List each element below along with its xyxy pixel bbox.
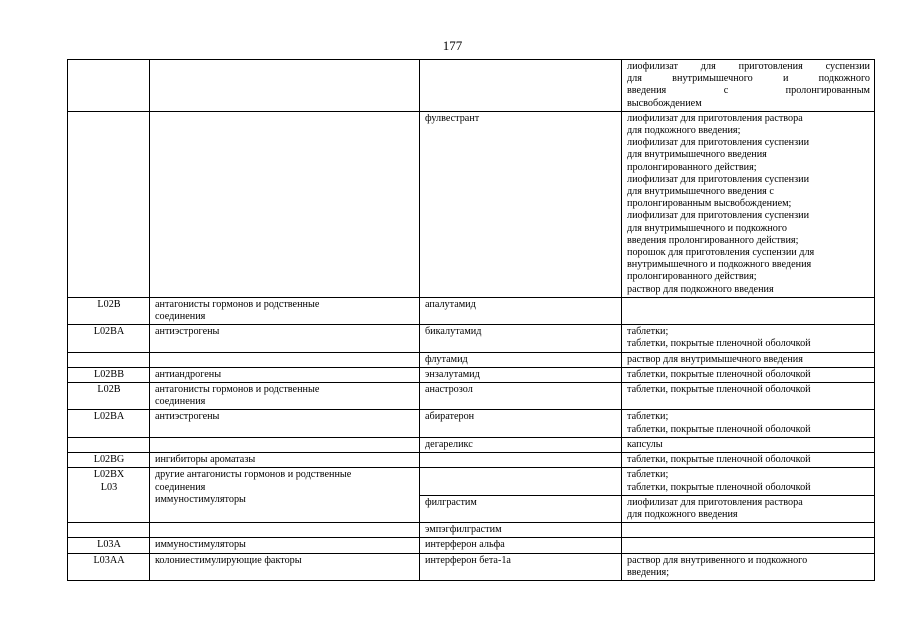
table-row bbox=[68, 383, 875, 410]
drug-cell: филграстим bbox=[420, 495, 622, 522]
atc-code-cell: L02BB bbox=[68, 367, 150, 382]
drug-cell: фулвестрант bbox=[420, 111, 622, 297]
group-line: соединения bbox=[155, 396, 206, 408]
drug-cell: эмпэгфилграстим bbox=[420, 523, 622, 538]
group-line: антиэстрогены bbox=[155, 411, 220, 423]
atc-code-cell: L02BX L03 bbox=[68, 468, 150, 523]
group-cell bbox=[150, 352, 420, 367]
group-line: антиандрогены bbox=[155, 368, 222, 380]
dosage-form-line: пролонгированного действия; bbox=[627, 271, 757, 283]
group-cell bbox=[150, 367, 420, 382]
atc-code-cell bbox=[68, 352, 150, 367]
atc-code-cell bbox=[68, 437, 150, 452]
dosage-form-line: пролонгированным высвобождением; bbox=[627, 198, 792, 210]
dosage-form-line: таблетки, покрытые пленочной оболочкой bbox=[627, 454, 811, 466]
drug-cell bbox=[420, 453, 622, 468]
group-cell bbox=[150, 523, 420, 538]
group-line: иммуностимуляторы bbox=[155, 539, 246, 551]
dosage-form-line: таблетки, покрытые пленочной оболочкой bbox=[627, 423, 811, 435]
dosage-form-line: раствор для внутривенного и подкожного bbox=[627, 554, 808, 566]
dosage-form-line: введения с пролонгированным bbox=[627, 85, 870, 97]
group-line: антиэстрогены bbox=[155, 326, 220, 338]
drug-cell bbox=[420, 468, 622, 495]
group-cell bbox=[150, 60, 420, 112]
dosage-forms-cell bbox=[622, 553, 875, 580]
table-row bbox=[68, 468, 875, 495]
group-line: антагонисты гормонов и родственные bbox=[155, 298, 320, 310]
atc-code-cell: L03A bbox=[68, 538, 150, 553]
atc-code-cell: L02B bbox=[68, 297, 150, 324]
table-row bbox=[68, 538, 875, 553]
drug-cell bbox=[420, 60, 622, 112]
dosage-form-line: лиофилизат для приготовления раствора bbox=[627, 496, 803, 508]
group-line: ингибиторы ароматазы bbox=[155, 454, 256, 466]
group-cell bbox=[150, 453, 420, 468]
group-line: другие антагонисты гормонов и родственные bbox=[155, 469, 352, 481]
dosage-forms-cell bbox=[622, 495, 875, 522]
table-row bbox=[68, 352, 875, 367]
table-row bbox=[68, 60, 875, 112]
dosage-form-line: таблетки; bbox=[627, 411, 669, 423]
group-cell bbox=[150, 468, 420, 523]
dosage-forms-cell bbox=[622, 367, 875, 382]
group-cell bbox=[150, 383, 420, 410]
drug-cell: дегареликс bbox=[420, 437, 622, 452]
drug-classification-table bbox=[67, 59, 875, 581]
dosage-form-line: таблетки, покрытые пленочной оболочкой bbox=[627, 481, 811, 493]
atc-code-cell: L02BA bbox=[68, 410, 150, 437]
dosage-form-line: раствор для подкожного введения bbox=[627, 283, 774, 295]
drug-cell: бикалутамид bbox=[420, 325, 622, 352]
atc-code-cell: L02B bbox=[68, 383, 150, 410]
atc-code-cell bbox=[68, 523, 150, 538]
dosage-form-line: внутримышечного и подкожного введения bbox=[627, 259, 812, 271]
dosage-forms-cell bbox=[622, 352, 875, 367]
dosage-form-line: таблетки, покрытые пленочной оболочкой bbox=[627, 368, 811, 380]
table-row bbox=[68, 437, 875, 452]
dosage-form-line: таблетки; bbox=[627, 326, 669, 338]
drug-cell: интерферон альфа bbox=[420, 538, 622, 553]
dosage-forms-cell bbox=[622, 325, 875, 352]
drug-cell: апалутамид bbox=[420, 297, 622, 324]
dosage-form-line: для подкожного введения bbox=[627, 508, 738, 520]
group-line: соединения bbox=[155, 481, 206, 493]
dosage-form-line: высвобождением bbox=[627, 97, 702, 109]
dosage-form-line: для внутримышечного и подкожного bbox=[627, 73, 870, 85]
atc-code-cell bbox=[68, 60, 150, 112]
dosage-form-line: порошок для приготовления суспензии для bbox=[627, 247, 815, 259]
atc-code-cell bbox=[68, 111, 150, 297]
dosage-form-line: для подкожного введения; bbox=[627, 125, 741, 137]
table-row bbox=[68, 410, 875, 437]
dosage-forms-cell bbox=[622, 60, 875, 112]
dosage-form-line: раствор для внутримышечного введения bbox=[627, 353, 803, 365]
table-row bbox=[68, 111, 875, 297]
dosage-form-line: лиофилизат для приготовления раствора bbox=[627, 112, 803, 124]
dosage-forms-cell bbox=[622, 523, 875, 538]
drug-cell: интерферон бета-1a bbox=[420, 553, 622, 580]
dosage-forms-cell bbox=[622, 111, 875, 297]
drug-cell: абиратерон bbox=[420, 410, 622, 437]
table-row bbox=[68, 297, 875, 324]
atc-code-cell: L02BA bbox=[68, 325, 150, 352]
dosage-form-line: таблетки, покрытые пленочной оболочкой bbox=[627, 338, 811, 350]
atc-code-cell: L02BG bbox=[68, 453, 150, 468]
table-row bbox=[68, 367, 875, 382]
group-cell bbox=[150, 111, 420, 297]
table-row bbox=[68, 325, 875, 352]
group-line: иммуностимуляторы bbox=[155, 493, 246, 505]
dosage-form-line: капсулы bbox=[627, 438, 663, 450]
dosage-forms-cell bbox=[622, 383, 875, 410]
group-line: колониестимулирующие факторы bbox=[155, 554, 302, 566]
dosage-form-line: таблетки, покрытые пленочной оболочкой bbox=[627, 384, 811, 396]
dosage-form-line: таблетки; bbox=[627, 469, 669, 481]
table-row bbox=[68, 523, 875, 538]
table-row bbox=[68, 453, 875, 468]
group-cell bbox=[150, 553, 420, 580]
dosage-form-line: лиофилизат для приготовления суспензии bbox=[627, 210, 810, 222]
dosage-form-line: лиофилизат для приготовления суспензии bbox=[627, 137, 810, 149]
atc-code-cell: L03AA bbox=[68, 553, 150, 580]
drug-cell: энзалутамид bbox=[420, 367, 622, 382]
dosage-forms-cell bbox=[622, 410, 875, 437]
dosage-form-line: введения пролонгированного действия; bbox=[627, 234, 799, 246]
page-number: 177 bbox=[442, 38, 463, 53]
dosage-form-line: для внутримышечного введения bbox=[627, 149, 767, 161]
dosage-forms-cell bbox=[622, 297, 875, 324]
dosage-forms-cell bbox=[622, 453, 875, 468]
group-cell bbox=[150, 538, 420, 553]
group-cell bbox=[150, 437, 420, 452]
table-row bbox=[68, 553, 875, 580]
group-line: антагонисты гормонов и родственные bbox=[155, 384, 320, 396]
dosage-form-line: пролонгированного действия; bbox=[627, 161, 757, 173]
drug-cell: флутамид bbox=[420, 352, 622, 367]
group-cell bbox=[150, 410, 420, 437]
drug-cell: анастрозол bbox=[420, 383, 622, 410]
dosage-form-line: для внутримышечного и подкожного bbox=[627, 222, 787, 234]
dosage-forms-cell bbox=[622, 468, 875, 495]
group-cell bbox=[150, 297, 420, 324]
dosage-form-line: лиофилизат для приготовления суспензии bbox=[627, 61, 870, 72]
dosage-form-line: лиофилизат для приготовления суспензии bbox=[627, 173, 810, 185]
group-cell bbox=[150, 325, 420, 352]
dosage-form-line: введения; bbox=[627, 566, 670, 578]
dosage-form-line: для внутримышечного введения с bbox=[627, 186, 774, 198]
dosage-forms-cell bbox=[622, 538, 875, 553]
group-line: соединения bbox=[155, 311, 206, 323]
dosage-forms-cell bbox=[622, 437, 875, 452]
